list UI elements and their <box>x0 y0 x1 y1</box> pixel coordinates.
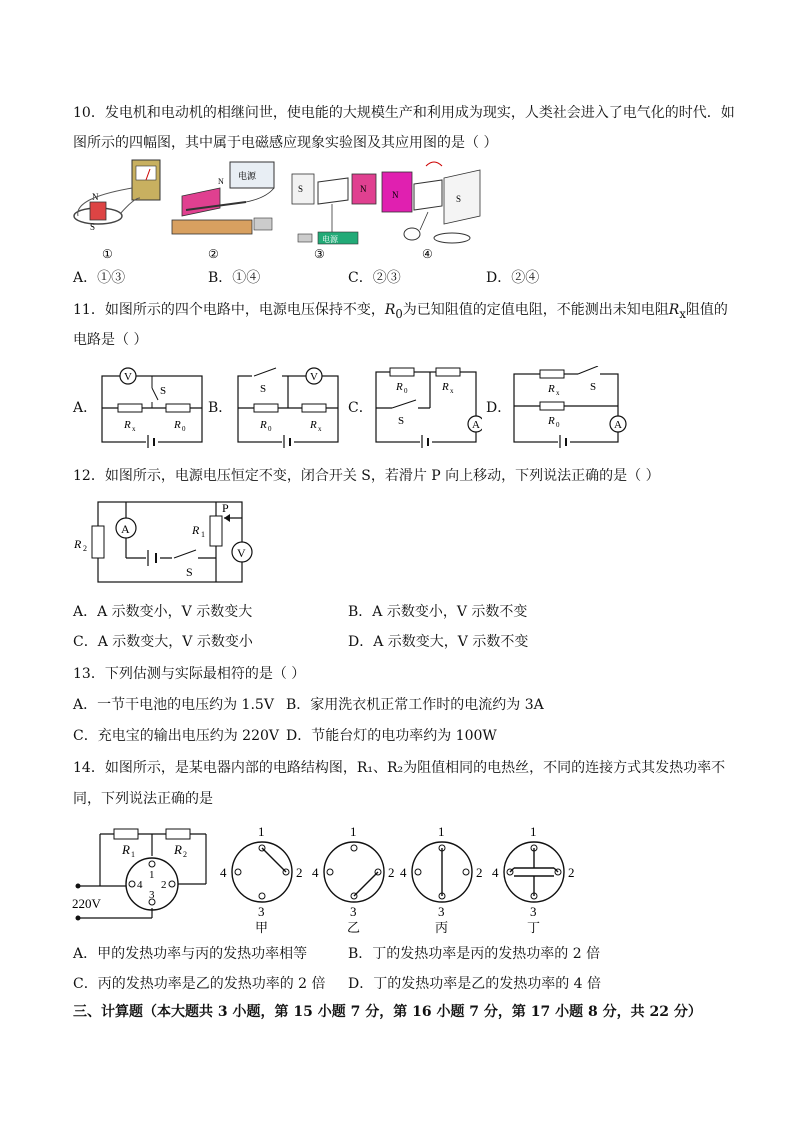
q14-stem-line2: 同，下列说法正确的是 <box>73 791 213 807</box>
q11-circuit-c <box>370 366 482 448</box>
svg-text:1: 1 <box>350 824 357 839</box>
svg-text:S: S <box>160 385 167 397</box>
svg-text:V: V <box>310 371 318 383</box>
q10-image-3 <box>292 174 376 244</box>
svg-text:丙: 丙 <box>435 920 449 934</box>
svg-text:x: x <box>450 387 454 395</box>
svg-text:R: R <box>260 419 267 431</box>
q14-circuit <box>72 829 206 921</box>
svg-text:3: 3 <box>258 904 265 919</box>
q10-image-1 <box>74 160 160 232</box>
svg-text:乙: 乙 <box>347 920 361 934</box>
svg-text:3: 3 <box>350 904 357 919</box>
q13-stem: 13．下列估测与实际最相符的是（ ） <box>73 666 306 682</box>
q11-circuit-b <box>232 366 344 448</box>
svg-text:2: 2 <box>83 544 87 553</box>
svg-text:3: 3 <box>149 889 155 901</box>
q10-stem-line2: 图所示的四幅图，其中属于电磁感应现象实验图及其应用图的是（ ） <box>73 135 498 151</box>
q10-option-b[interactable]: B．①④ <box>208 270 261 286</box>
q10-fig-label-2: ② <box>208 247 219 261</box>
q11-option-a-letter[interactable]: A． <box>73 400 98 416</box>
q12-option-c[interactable]: C．A 示数变大，V 示数变小 <box>73 634 253 650</box>
svg-text:2: 2 <box>183 850 187 859</box>
svg-text:P: P <box>222 501 229 515</box>
svg-text:R: R <box>310 419 317 431</box>
q10-stem-line1: 10．发电机和电动机的相继问世，使电能的大规模生产和利用成为现实，人类社会进入了电气化的时代．如 <box>73 105 735 121</box>
svg-text:R: R <box>442 381 449 393</box>
svg-text:R: R <box>122 842 130 857</box>
q12-circuit <box>72 494 262 588</box>
svg-text:2: 2 <box>476 865 483 880</box>
q14-option-d[interactable]: D．丁的发热功率是乙的发热功率的 4 倍 <box>348 976 602 992</box>
q12-stem: 12．如图所示，电源电压恒定不变，闭合开关 S，若滑片 P 向上移动，下列说法正确的是（ ） <box>73 468 660 484</box>
q10-image-4 <box>382 162 480 243</box>
section-3-heading: 三、计算题（本大题共 3 小题，第 15 小题 7 分，第 16 小题 7 分，第 17 小题 8 分，共 22 分） <box>73 1004 702 1020</box>
q12-option-b[interactable]: B．A 示数变小，V 示数不变 <box>348 604 528 620</box>
q10-img3-power-label: 电源 <box>322 235 338 244</box>
q13-option-a[interactable]: A．一节干电池的电压约为 1.5V <box>73 697 274 713</box>
q14-dial-jia <box>220 824 303 934</box>
q10-figure <box>70 158 500 262</box>
svg-text:S: S <box>590 381 597 393</box>
q10-option-c[interactable]: C．②③ <box>348 270 401 286</box>
svg-text:A: A <box>121 522 130 536</box>
svg-text:4: 4 <box>137 879 143 891</box>
svg-text:R: R <box>124 419 131 431</box>
svg-text:2: 2 <box>161 879 167 891</box>
q10-img4-s-label: S <box>456 194 462 204</box>
q14-option-a[interactable]: A．甲的发热功率与丙的发热功率相等 <box>73 946 308 962</box>
svg-text:2: 2 <box>568 865 575 880</box>
svg-text:丁: 丁 <box>527 920 541 934</box>
q10-img2-power-label: 电源 <box>238 171 257 181</box>
svg-text:S: S <box>260 383 267 395</box>
q10-fig-label-4: ④ <box>422 247 433 261</box>
q10-img1-s-label: S <box>90 222 96 232</box>
svg-text:4: 4 <box>220 865 227 880</box>
svg-text:4: 4 <box>400 865 407 880</box>
q13-option-b[interactable]: B．家用洗衣机正常工作时的电流约为 3A <box>286 697 544 713</box>
svg-text:x: x <box>132 425 136 433</box>
q14-stem-line1: 14．如图所示，是某电器内部的电路结构图，R₁、R₂为阻值相同的电热丝，不同的连接方式其发热功率不 <box>73 760 726 776</box>
q10-img3-n-label: N <box>360 184 367 194</box>
q14-option-c[interactable]: C．丙的发热功率是乙的发热功率的 2 倍 <box>73 976 326 992</box>
q10-image-2 <box>172 162 274 234</box>
svg-text:0: 0 <box>404 387 408 395</box>
svg-text:S: S <box>398 415 405 427</box>
svg-text:1: 1 <box>530 824 537 839</box>
q11-stem-line1: 11．如图所示的四个电路中，电源电压保持不变，$R_0$为已知阻值的定值电阻，不能测出未知电阻$R_x$阻值的 <box>73 302 728 321</box>
svg-text:R: R <box>174 842 182 857</box>
svg-text:A: A <box>614 419 622 431</box>
svg-text:S: S <box>186 565 193 579</box>
svg-text:4: 4 <box>312 865 319 880</box>
svg-text:4: 4 <box>492 865 499 880</box>
q13-option-c[interactable]: C．充电宝的输出电压约为 220V <box>73 728 279 744</box>
q10-fig-label-3: ③ <box>314 247 325 261</box>
svg-text:V: V <box>124 371 132 383</box>
svg-text:3: 3 <box>530 904 537 919</box>
q10-img1-n-label: N <box>92 192 99 202</box>
q10-img2-n-label: N <box>218 177 224 186</box>
svg-text:1: 1 <box>438 824 445 839</box>
svg-text:0: 0 <box>268 425 272 433</box>
svg-text:0: 0 <box>556 421 560 429</box>
svg-text:x: x <box>556 389 560 397</box>
q11-stem-line2: 电路是（ ） <box>73 332 148 348</box>
q14-figure <box>70 822 610 934</box>
svg-text:R: R <box>74 537 82 551</box>
svg-text:2: 2 <box>296 865 303 880</box>
svg-text:1: 1 <box>131 850 135 859</box>
q12-option-d[interactable]: D．A 示数变大，V 示数不变 <box>348 634 529 650</box>
q10-img3-s-label: S <box>298 184 304 194</box>
svg-text:2: 2 <box>388 865 395 880</box>
q10-option-a[interactable]: A．①③ <box>73 270 126 286</box>
q14-dial-ding <box>492 824 575 934</box>
svg-text:R: R <box>174 419 181 431</box>
svg-text:x: x <box>318 425 322 433</box>
q11-circuit-a <box>96 366 208 448</box>
svg-text:V: V <box>237 546 246 560</box>
q13-option-d[interactable]: D．节能台灯的电功率约为 100W <box>286 728 497 744</box>
svg-text:0: 0 <box>182 425 186 433</box>
svg-text:R: R <box>548 383 555 395</box>
svg-text:220V: 220V <box>72 896 101 911</box>
q11-option-d-letter[interactable]: D． <box>486 400 512 416</box>
svg-text:1: 1 <box>149 869 155 881</box>
q12-option-a[interactable]: A．A 示数变小，V 示数变大 <box>73 604 253 620</box>
q11-option-c-letter[interactable]: C． <box>348 400 373 416</box>
svg-text:1: 1 <box>258 824 265 839</box>
svg-text:甲: 甲 <box>255 920 269 934</box>
svg-text:A: A <box>472 419 480 431</box>
q11-option-b-letter[interactable]: B． <box>208 400 233 416</box>
q11-circuit-d <box>508 366 628 448</box>
q14-option-b[interactable]: B．丁的发热功率是丙的发热功率的 2 倍 <box>348 946 601 962</box>
q10-option-d[interactable]: D．②④ <box>486 270 540 286</box>
svg-text:R: R <box>396 381 403 393</box>
svg-text:3: 3 <box>438 904 445 919</box>
svg-text:R: R <box>192 523 200 537</box>
q10-img4-n-label: N <box>392 190 399 200</box>
q14-dial-bing <box>400 824 483 934</box>
q14-dial-yi <box>312 824 395 934</box>
svg-text:1: 1 <box>201 530 205 539</box>
q10-fig-label-1: ① <box>102 247 113 261</box>
svg-text:R: R <box>548 415 555 427</box>
